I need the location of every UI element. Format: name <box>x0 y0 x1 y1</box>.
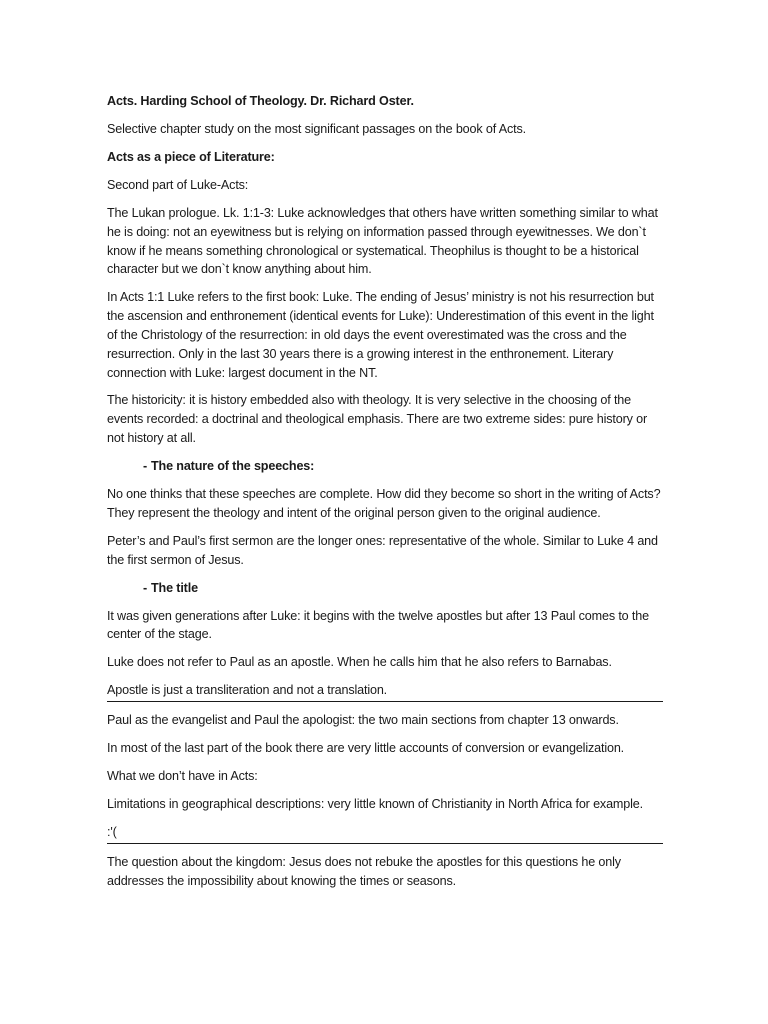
conversion-paragraph: In most of the last part of the book there are very little accounts of conversion or evangelization. <box>107 741 625 756</box>
dont-have-paragraph: What we don’t have in Acts: <box>107 769 258 784</box>
bullet-dash: - <box>143 580 148 595</box>
section-heading-luke-acts: Second part of Luke-Acts: <box>107 177 249 192</box>
title-paragraph: It was given generations after Luke: it begins with the twelve apostles but after 13 Paul comes to the center of the stage. <box>107 608 649 642</box>
bullet-dash: - <box>143 459 148 474</box>
geography-paragraph: Limitations in geographical descriptions: very little known of Christianity in North Africa for example. <box>107 797 643 812</box>
historicity-paragraph: The historicity: it is history embedded also with theology. It is very selective in the choosing of the events recorded: a doctrinal and theological emphasis. There are two extreme sides: pure history or not history at all. <box>107 393 648 446</box>
document-page <box>107 92 663 900</box>
speeches-paragraph: No one thinks that these speeches are complete. How did they become so short in the writing of Acts? They represent the theology and intent of the original person given to the original audience. <box>107 487 661 520</box>
kingdom-paragraph: The question about the kingdom: Jesus does not rebuke the apostles for this questions he only addresses the impossibility about knowing the times or seasons. <box>107 854 621 888</box>
document-heading: Acts. Harding School of Theology. Dr. Richard Oster. <box>107 94 414 108</box>
bullet-speeches <box>107 457 663 476</box>
transliteration-paragraph: Apostle is just a transliteration and not a translation. <box>107 681 663 702</box>
bullet-title-label: The title <box>151 580 198 595</box>
emoticon-line: :'( <box>107 823 663 844</box>
sermons-paragraph: Peter’s and Paul’s first sermon are the longer ones: representative of the whole. Similar to Luke 4 and the first sermon of Jesus. <box>107 533 658 567</box>
acts-1-1-paragraph: In Acts 1:1 Luke refers to the first book: Luke. The ending of Jesus’ ministry is not his resurrection but the ascension and enthronement (identical events for Luke): Underestimation of this event in the light of the Christology of the resurrection: in old days the event overestimated was the cross and the resurrection. Only in the last 30 years there is a growing interest in the enthronement. Literary connection with Luke: largest document in the NT. <box>107 290 654 380</box>
intro-paragraph: Selective chapter study on the most significant passages on the book of Acts. <box>107 121 526 136</box>
prologue-paragraph: The Lukan prologue. Lk. 1:1-3: Luke acknowledges that others have written something similar to what he is doing: not an eyewitness but is relying on information passed through eyewitnesses. We don`t know if he means something chronological or systematical. Theophilus is thought to be a historical character but we don`t know anything about him. <box>107 205 658 277</box>
evangelist-paragraph: Paul as the evangelist and Paul the apologist: the two main sections from chapter 13 onwards. <box>107 713 619 728</box>
apostle-reference-paragraph: Luke does not refer to Paul as an apostle. When he calls him that he also refers to Barnabas. <box>107 655 612 670</box>
bullet-title <box>107 579 663 598</box>
bullet-speeches-label: The nature of the speeches: <box>151 459 315 474</box>
section-heading-literature: Acts as a piece of Literature: <box>107 149 275 164</box>
